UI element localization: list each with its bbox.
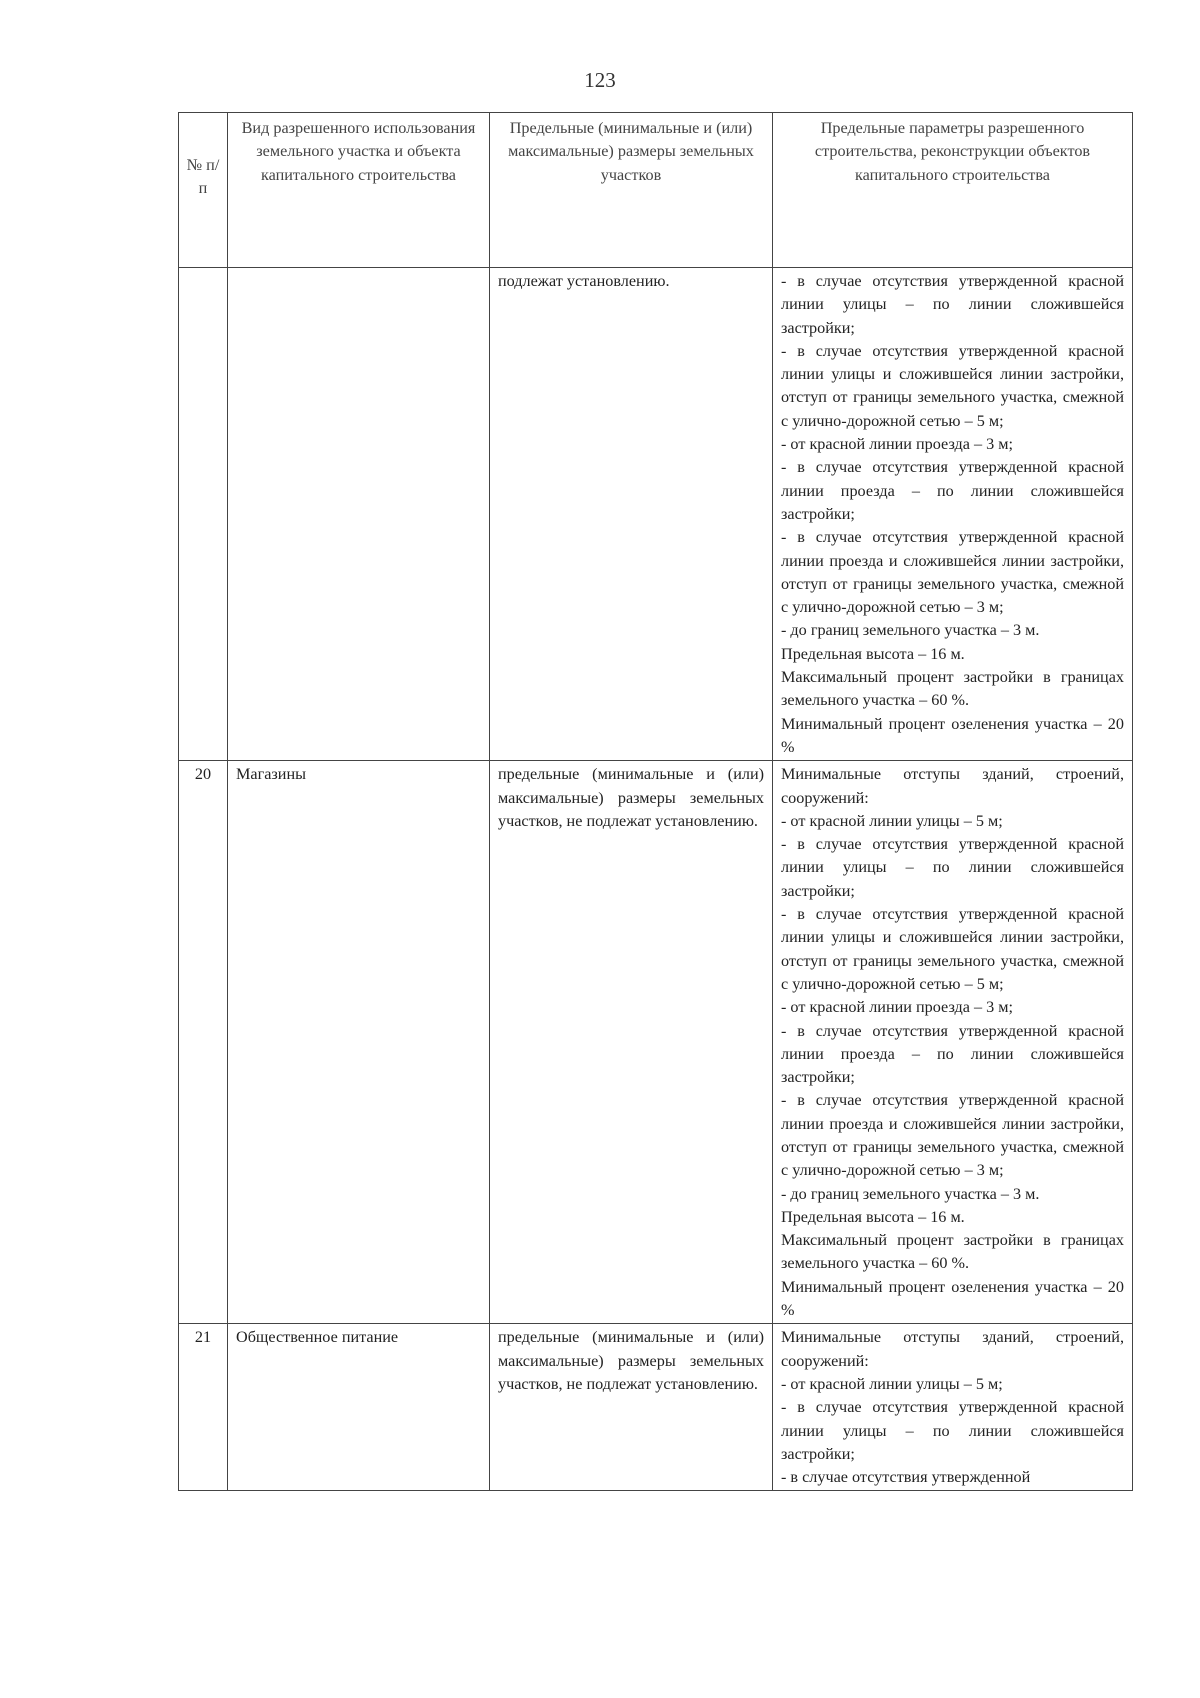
parameter-line: Минимальный процент озеленения участка – 20 % [781, 714, 1124, 756]
row-number-cell: 20 [179, 761, 228, 1324]
construction-parameters-cell [773, 761, 1133, 1324]
parameter-line: Предельная высота – 16 м. [781, 644, 965, 663]
header-plot-size-limits: Предельные (минимальные и (или) максимальные) размеры земельных участков [490, 113, 773, 268]
parameter-line: - в случае отсутствия утвержденной красной линии проезда и сложившейся линии застройки, отступ от границы земельного участка, смежной с улично-дорожной сетью – 3 м; [781, 528, 1124, 617]
plot-size-cell: предельные (минимальные и (или) максимальные) размеры земельных участков, не подлежат установлению. [490, 761, 773, 1324]
table-header-row [179, 113, 1133, 268]
parameter-line: - от красной линии улицы – 5 м; [781, 1374, 1003, 1393]
parameter-line: Минимальный процент озеленения участка – 20 % [781, 1277, 1124, 1320]
row-number-cell: 21 [179, 1324, 228, 1491]
parameter-line: - в случае отсутствия утвержденной красной линии улицы и сложившейся линии застройки, отступ от границы земельного участка, смежной с улично-дорожной сетью – 5 м; [781, 905, 1124, 993]
parameter-line: - в случае отсутствия утвержденной красной линии улицы – по линии сложившейся застройки; [781, 835, 1124, 900]
regulations-table [178, 112, 1133, 1491]
parameter-line: Минимальные отступы зданий, строений, сооружений: [781, 1328, 1124, 1370]
parameter-line: - от красной линии проезда – 3 м; [781, 435, 1014, 454]
plot-size-cell: предельные (минимальные и (или) максимальные) размеры земельных участков, не подлежат установлению. [490, 1324, 773, 1491]
parameter-line: - в случае отсутствия утвержденной красной линии проезда и сложившейся линии застройки, отступ от границы земельного участка, смежной с улично-дорожной сетью – 3 м; [781, 1091, 1124, 1180]
parameter-line: - до границ земельного участка – 3 м. [781, 1184, 1040, 1203]
parameter-line: - в случае отсутствия утвержденной красной линии проезда – по линии сложившейся застройки; [781, 1021, 1124, 1087]
header-construction-parameters: Предельные параметры разрешенного строительства, реконструкции объектов капитального строительства [773, 113, 1133, 268]
parameter-line: Максимальный процент застройки в границах земельного участка – 60 %. [781, 1231, 1124, 1273]
page-number: 123 [584, 68, 616, 92]
parameter-line: - в случае отсутствия утвержденной красной линии проезда – по линии сложившейся застройки; [781, 458, 1124, 523]
parameter-line: - в случае отсутствия утвержденной красной линии улицы и сложившейся линии застройки, отступ от границы земельного участка, смежной с улично-дорожной сетью – 5 м; [781, 341, 1124, 430]
plot-size-cell: подлежат установлению. [490, 268, 773, 761]
parameter-line: - от красной линии улицы – 5 м; [781, 811, 1003, 830]
parameter-line: - в случае отсутствия утвержденной [781, 1468, 1031, 1487]
parameter-line: Максимальный процент застройки в границах земельного участка – 60 %. [781, 668, 1124, 710]
parameter-line: - от красной линии проезда – 3 м; [781, 998, 1014, 1017]
parameter-line: Предельная высота – 16 м. [781, 1207, 965, 1226]
row-number-cell [179, 268, 228, 761]
table-row [179, 268, 1133, 761]
construction-parameters-cell [773, 268, 1133, 761]
construction-parameters-cell [773, 1324, 1133, 1491]
table-row [179, 1324, 1133, 1491]
parameter-line: - в случае отсутствия утвержденной красной линии улицы – по линии сложившейся застройки; [781, 1398, 1124, 1463]
permitted-use-cell: Общественное питание [228, 1324, 490, 1491]
parameter-line: - в случае отсутствия утвержденной красной линии улицы – по линии сложившейся застройки; [781, 272, 1124, 337]
parameter-line: Минимальные отступы зданий, строений, сооружений: [781, 765, 1124, 807]
permitted-use-cell: Магазины [228, 761, 490, 1324]
header-permitted-use: Вид разрешенного использования земельного участка и объекта капитального строительства [228, 113, 490, 268]
parameter-line: - до границ земельного участка – 3 м. [781, 621, 1040, 640]
table-row [179, 761, 1133, 1324]
permitted-use-cell [228, 268, 490, 761]
header-number: № п/п [179, 113, 228, 268]
